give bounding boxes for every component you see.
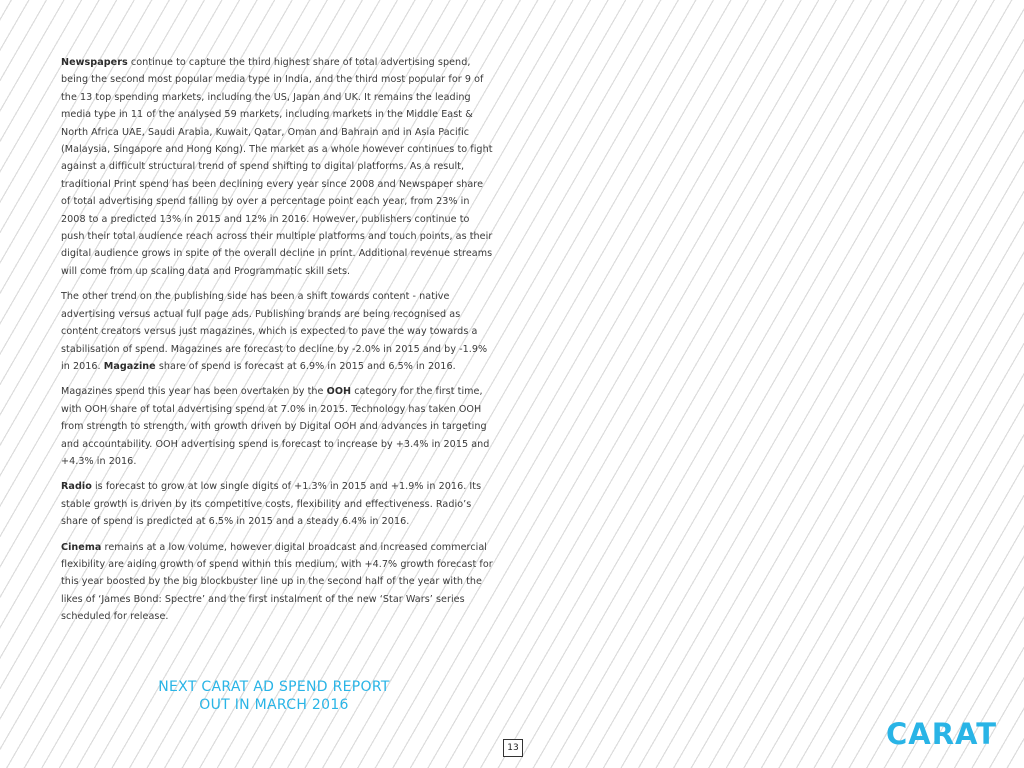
paragraph-ooh-text-before: Magazines spend this year has been overtaken by the (61, 386, 327, 398)
paragraph-magazines (61, 288, 493, 375)
paragraph-radio (61, 478, 493, 530)
paragraph-magazines-text-before: The other trend on the publishing side has been a shift towards content - native advertising versus actual full page ads. Publishing brands are being recognised as content creators versus just magazines, which is expected to pave the way towards a stabilisation of spend. Magazines are forecast to decline by -2.0% in 2015 and by -1.9% in 2016. (61, 291, 488, 372)
keyword-radio: Radio (61, 481, 92, 493)
paragraph-newspapers-text: continue to capture the third highest share of total advertising spend, being the second most popular media type in India, and the third most popular for 9 of the 13 top spending markets, including the US, Japan and UK. It remains the leading media type in 11 of the analysed 59 markets, including markets in the Middle East & North Africa UAE, Saudi Arabia, Kuwait, Qatar, Oman and Bahrain and in Asia Pacific (Malaysia, Singapore and Hong Kong). The market as a whole however continues to fight against a difficult structural trend of spend shifting to digital platforms. As a result, traditional Print spend has been declining every year since 2008 and Newspaper share of total advertising spend falling by over a percentage point each year, from 23% in 2008 to a predicted 13% in 2015 and 12% in 2016. However, publishers continue to push their total audience reach across their multiple platforms and touch points, as their digital audience grows in spite of the overall decline in print. Additional revenue streams will come from up scaling data and Programmatic skill sets. (61, 57, 493, 277)
keyword-magazine: Magazine (103, 360, 156, 372)
next-report-line-2: OUT IN MARCH 2016 (199, 697, 349, 713)
paragraph-newspapers (61, 54, 493, 280)
next-report-line-1: NEXT CARAT AD SPEND REPORT (158, 679, 390, 695)
paragraph-cinema (61, 539, 493, 626)
carat-logo: CARAT (886, 717, 998, 751)
body-text (61, 54, 493, 634)
paragraph-ooh (61, 383, 493, 470)
paragraph-ooh-text-after: category for the first time, with OOH share of total advertising spend at 7.0% in 2015. Technology has taken OOH from strength to strength, with growth driven by Digital OOH and advances in targeting and accountability. OOH advertising spend is forecast to increase by +3.4% in 2015 and +4.3% in 2016. (61, 386, 490, 467)
keyword-ooh: OOH (326, 386, 352, 398)
keyword-cinema: Cinema (61, 541, 102, 553)
paragraph-magazines-text-after: share of spend is forecast at 6.9% in 2015 and 6.5% in 2016. (155, 360, 456, 372)
paragraph-radio-text: is forecast to grow at low single digits of +1.3% in 2015 and +1.9% in 2016. Its stable growth is driven by its competitive costs, flexibility and effectiveness. Radio’s share of spend is predicted at 6.5% in 2015 and a steady 6.4% in 2016. (61, 481, 482, 528)
paragraph-cinema-text: remains at a low volume, however digital broadcast and increased commercial flexibility are aiding growth of spend within this medium, with +4.7% growth forecast for this year boosted by the big blockbuster line up in the second half of the year with the likes of ‘James Bond: Spectre’ and the first instalment of the new ‘Star Wars’ series scheduled for release. (61, 541, 493, 623)
keyword-newspapers: Newspapers (61, 57, 128, 68)
page-number: 13 (503, 739, 523, 757)
next-report-notice (115, 678, 433, 714)
